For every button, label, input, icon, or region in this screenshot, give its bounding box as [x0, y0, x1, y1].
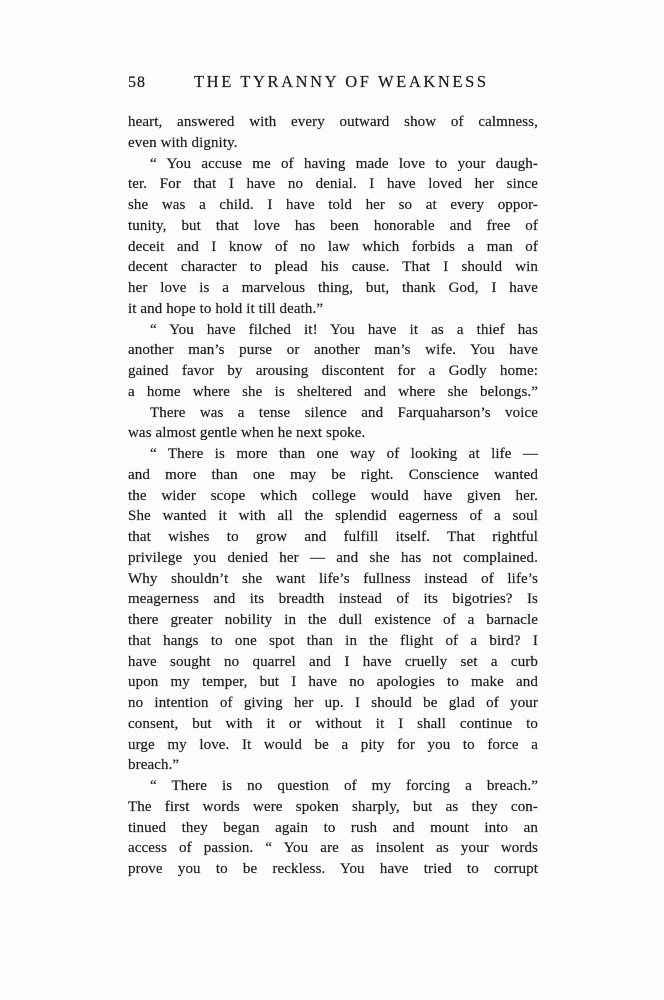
text-line: “ There is no question of my forcing a breach.”: [150, 778, 538, 794]
text-line: tunity, but that love has been honorable and free of: [128, 217, 538, 234]
text-line: prove you to be reckless. You have tried to corrupt: [128, 861, 538, 877]
text-line: urge my love. It would be a pity for you to force a: [128, 736, 538, 753]
text-line: it and hope to hold it till death.”: [128, 300, 324, 317]
text-line: Why shouldn’t she want life’s fullness instead of life’s: [128, 570, 538, 587]
text-line: There was a tense silence and Farquaharson’s voice: [150, 404, 538, 421]
text-line: and more than one may be right. Conscience wanted: [128, 466, 538, 483]
text-line: tinued they began again to rush and mount into an: [128, 819, 538, 836]
text-line: breach.”: [128, 757, 180, 774]
text-line: “ There is more than one way of looking at life —: [150, 446, 538, 462]
text-line: another man’s purse or another man’s wife. You have: [128, 342, 538, 359]
text-line: ter. For that I have no denial. I have loved her since: [128, 176, 538, 193]
page-header: [128, 72, 540, 92]
text-line: privilege you denied her — and she has not complained.: [128, 549, 538, 566]
running-title: THE TYRANNY OF WEAKNESS: [194, 72, 489, 91]
text-line: access of passion. “ You are as insolent as your words: [128, 840, 538, 857]
text-line: gained favor by arousing discontent for a Godly home:: [128, 363, 538, 379]
text-line: deceit and I know of no law which forbids a man of: [128, 238, 538, 255]
text-line: even with dignity.: [128, 134, 238, 151]
text-line: meagerness and its breadth instead of its bigotries? Is: [128, 591, 538, 608]
text-line: “ You accuse me of having made love to your daugh-: [150, 155, 538, 172]
text-line: was almost gentle when he next spoke.: [128, 425, 366, 442]
text-line: She wanted it with all the splendid eagerness of a soul: [128, 508, 538, 525]
text-line: decent character to plead his cause. That I should win: [128, 259, 538, 276]
text-line: there greater nobility in the dull existence of a barnacle: [128, 612, 538, 628]
text-line: a home where she is sheltered and where she belongs.”: [128, 383, 538, 400]
text-line: that hangs to one spot than in the flight of a bird? I: [128, 632, 538, 649]
text-line: heart, answered with every outward show of calmness,: [128, 114, 538, 130]
text-line: have sought no quarrel and I have cruelly set a curb: [128, 653, 538, 670]
text-line: no intention of giving her up. I should be glad of your: [128, 695, 538, 711]
page-number: 58: [128, 74, 146, 91]
text-line: that wishes to grow and fulfill itself. That rightful: [128, 529, 538, 545]
text-line: upon my temper, but I have no apologies to make and: [128, 674, 538, 691]
text-line: The first words were spoken sharply, but as they con-: [128, 798, 538, 815]
text-line: the wider scope which college would have given her.: [128, 487, 538, 504]
text-line: her love is a marvelous thing, but, thank God, I have: [128, 280, 538, 296]
text-line: consent, but with it or without it I shall continue to: [128, 715, 538, 732]
body-text: [128, 112, 538, 880]
text-line: she was a child. I have told her so at every oppor-: [128, 197, 538, 213]
text-line: “ You have filched it! You have it as a thief has: [150, 321, 538, 338]
